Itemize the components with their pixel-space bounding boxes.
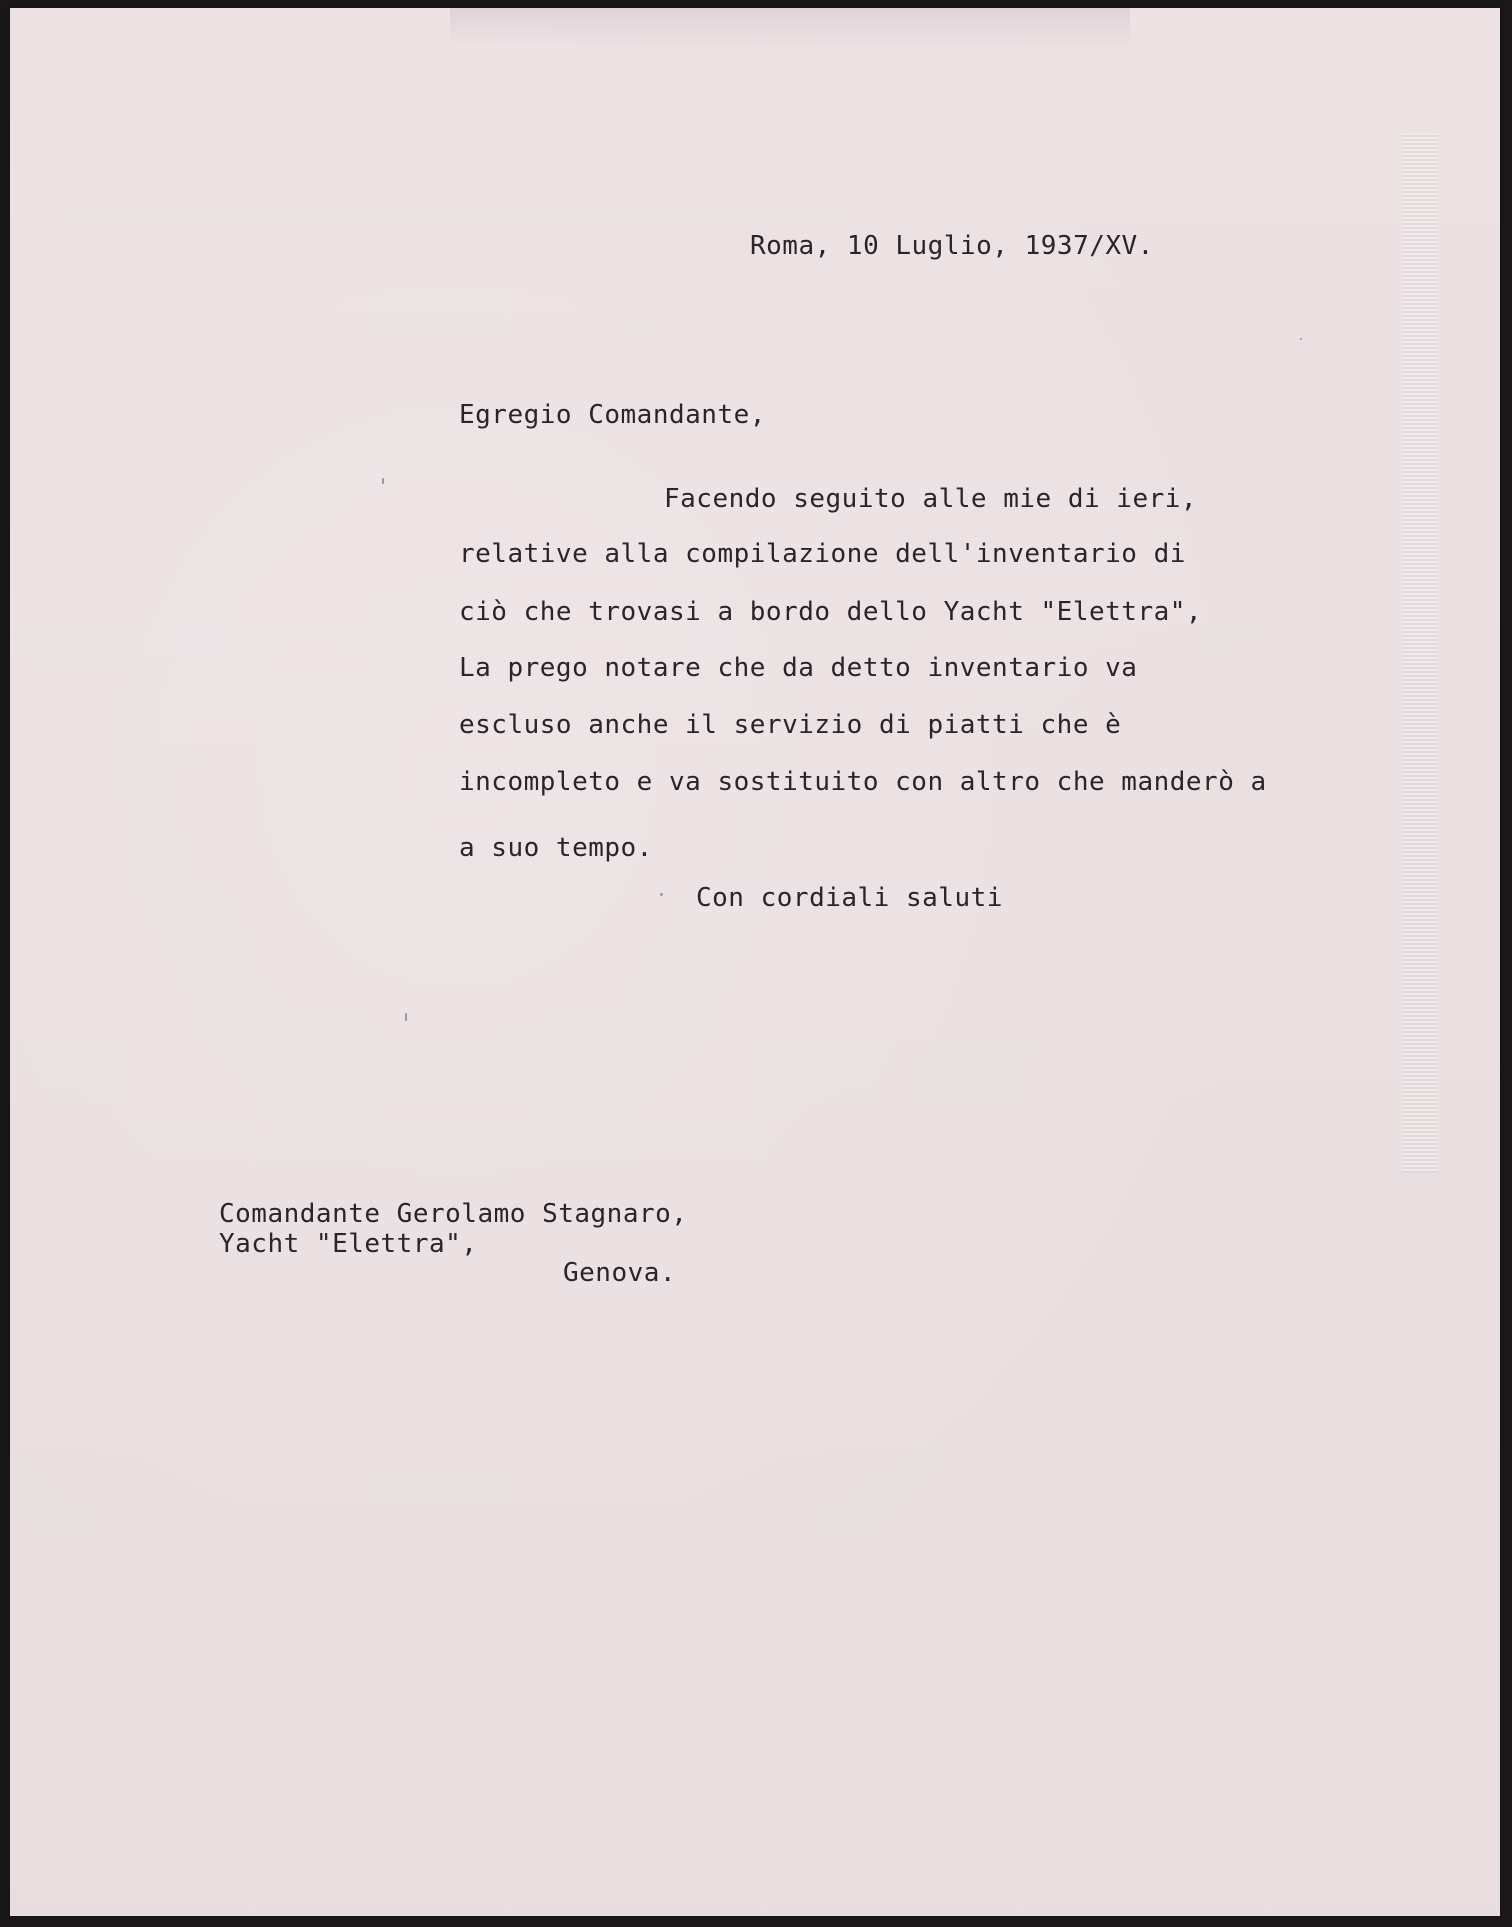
- body-line-5: escluso anche il servizio di piatti che è: [459, 710, 1122, 740]
- body-line-2: relative alla compilazione dell'inventario di: [459, 539, 1186, 569]
- paper-speck: [660, 893, 663, 896]
- address-line-3: Genova.: [563, 1258, 677, 1288]
- closing: Con cordiali saluti: [696, 883, 1003, 913]
- letter-date: Roma, 10 Luglio, 1937/XV.: [750, 231, 1154, 261]
- body-line-6: incompleto e va sostituito con altro che manderò a: [459, 767, 1267, 797]
- address-line-2: Yacht "Elettra",: [219, 1229, 478, 1259]
- address-line-1: Comandante Gerolamo Stagnaro,: [219, 1199, 688, 1229]
- paper-speck: [1300, 338, 1302, 340]
- body-line-1: Facendo seguito alle mie di ieri,: [664, 484, 1198, 514]
- paper-edge-strip: [1402, 133, 1438, 1173]
- salutation: Egregio Comandante,: [459, 400, 766, 430]
- body-line-7: a suo tempo.: [459, 833, 653, 863]
- body-line-4: La prego notare che da detto inventario va: [459, 653, 1138, 683]
- body-line-3: ciò che trovasi a bordo dello Yacht "Elettra",: [459, 597, 1203, 627]
- paper-speck: [405, 1013, 407, 1021]
- letter-page: [10, 8, 1500, 1916]
- paper-speck: [382, 478, 384, 484]
- bleed-through-shadow: [450, 8, 1130, 48]
